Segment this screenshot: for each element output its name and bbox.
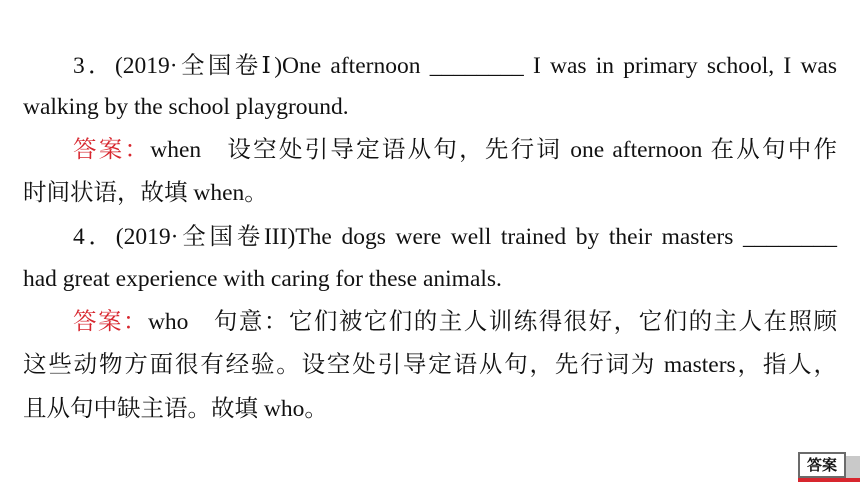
question-3-text-before: One afternoon [282,53,421,79]
answer-3-line-1 [73,135,837,165]
question-3-source: (2019·全国卷Ⅰ) [114,53,283,79]
answer-3-label: 答案： [73,137,151,163]
question-3-line-1 [73,51,837,81]
accent-bar [798,478,860,482]
answer-button[interactable]: 答案 [798,452,846,478]
question-3-number: 3． [73,53,115,79]
question-4-blank: ________ [743,224,838,250]
answer-4-explanation-1: 句意：它们被它们的主人训练得很好，它们的主人在照顾 [212,309,838,335]
question-3-line-2: walking by the school playground. [23,94,349,120]
question-4-line-1 [73,222,837,252]
answer-3-explanation-1: 设空处引导定语从句，先行词 one afternoon 在从句中作 [225,137,837,163]
question-4-number: 4． [73,224,116,250]
question-3-blank: ________ [429,53,524,79]
answer-4-value: who [147,309,189,335]
answer-3-line-2: 时间状语，故填 when。 [23,180,268,206]
answer-4-line-2: 这些动物方面很有经验。设空处引导定语从句，先行词为 masters，指人， [23,352,837,378]
question-4-line-2: had great experience with caring for these animals. [23,266,502,292]
question-3-text-after: I was in primary school, I was [532,53,837,79]
answer-4-line-3: 且从句中缺主语。故填 who。 [23,396,328,422]
answer-4-line-1 [73,307,837,337]
question-4-source: (2019·全国卷III) [115,224,296,250]
button-tab-decoration [846,456,860,478]
answer-4-label: 答案： [73,309,148,335]
question-4-text-before: The dogs were well trained by their masters [295,224,734,250]
answer-3-value: when [150,137,202,163]
